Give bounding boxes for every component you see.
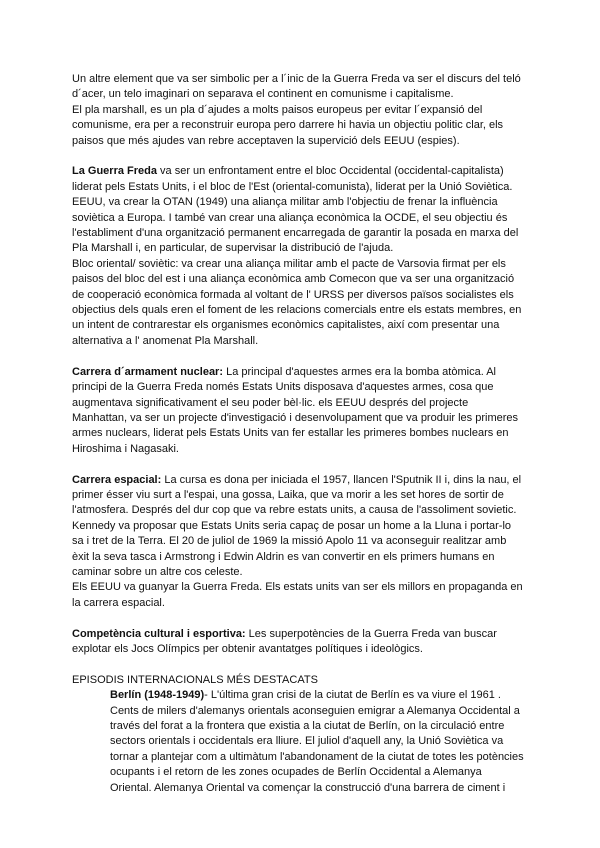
text-line: liderat pels Estats Units, i el bloc de l'Est (oriental-comunista), liderat per la Unió Soviètica. <box>72 180 513 193</box>
text-line: explotar els Jocs Olímpics per obtenir avantatges polítiques i ideològics. <box>72 642 423 655</box>
text-line: - L'última gran crisi de la ciutat de Berlín es va viure el 1961 . <box>204 689 501 702</box>
text-line: armes nuclears, liderat pels Estats Units van fer estallar les primeres bombes nuclears en <box>72 427 509 440</box>
text-line: Bloc oriental/ soviètic: va crear una aliança militar amb el pacte de Varsovia firmat per els <box>72 257 506 270</box>
text-line: Hiroshima i Nagasaki. <box>72 442 179 455</box>
cultural-paragraph <box>72 627 534 658</box>
text-line: ocupants i el retorn de les zones ocupades de Berlín Occidental a Alemanya <box>110 766 482 779</box>
berlin-heading: Berlín (1948-1949) <box>110 689 205 702</box>
text-line: El pla marshall, es un pla d´ajudes a molts paisos europeus per evitar l´expansió del <box>72 103 483 116</box>
text-line: Els EEUU va guanyar la Guerra Freda. Els estats units van ser els millors en propaganda en <box>72 581 523 594</box>
cultural-heading: Competència cultural i esportiva: <box>72 627 246 640</box>
guerra-freda-heading: La Guerra Freda <box>72 165 157 178</box>
episodis-title: EPISODIS INTERNACIONALS MÉS DESTACATS <box>72 673 318 686</box>
text-line: primer ésser viu surt a l'espai, una gossa, Laika, que va morir a les set hores de sortir de <box>72 488 504 501</box>
text-line: caminar sobre un altre cos celeste. <box>72 565 243 578</box>
text-line: La cursa es dona per iniciada el 1957, llancen l'Sputnik II i, dins la nau, el <box>161 473 522 486</box>
text-line: comunisme, era per a reconstruir europa pero darrere hi havia un objectiu politic clar, els <box>72 119 504 132</box>
text-line: principi de la Guerra Freda només Estats Units disposava d'aquestes armes, cosa que <box>72 381 494 394</box>
text-line: l'establiment d'una organització permanent encarregada de garantir la posada en marxa del <box>72 227 519 240</box>
text-line: d´acer, un telo imaginari on separava el continent en comunisme i capitalisme. <box>72 88 454 101</box>
text-line: paisos del bloc del est i una aliança econòmica amb Comecon que va ser una organització <box>72 273 515 286</box>
berlin-paragraph <box>72 688 534 796</box>
text-line: de cooperació econòmica formada al voltant de l' URSS per diversos països socialistes els <box>72 288 514 301</box>
text-line: sa i tret de la Terra. El 20 de juliol de 1969 la missió Apolo 11 va aconseguir realitzar amb <box>72 535 507 548</box>
text-line: La principal d'aquestes armes era la bomba atòmica. Al <box>223 365 496 378</box>
text-line: objectius dels quals eren el foment de les relacions comercials entre els estats membres, en <box>72 304 522 317</box>
text-line: tornar a plantejar com a ultimàtum l'abandonament de la ciutat de totes les potències <box>110 750 524 763</box>
espacial-heading: Carrera espacial: <box>72 473 162 486</box>
text-line: paisos que més ajudes van rebre acceptaven la supervició dels EEUU (espies). <box>72 134 460 147</box>
armament-paragraph <box>72 365 534 457</box>
armament-heading: Carrera d´armament nuclear: <box>72 365 224 378</box>
text-line: Oriental. Alemanya Oriental va començar la construcció d'una barrera de ciment i <box>110 781 506 794</box>
text-line: èxit la seva tasca i Armstrong i Edwin Aldrin es van convertir en els primers humans en <box>72 550 495 563</box>
text-line: EEUU, va crear la OTAN (1949) una aliança militar amb l'objectiu de frenar la influència <box>72 196 498 209</box>
text-line: Cents de milers d'alemanys orientals aconseguien emigrar a Alemanya Occidental a <box>110 704 520 717</box>
text-line: sectors orientals i occidentals era lliure. El juliol d'aquell any, la Unió Soviètica va <box>110 735 504 748</box>
text-line: l'atmosfera. Després del dur cop que va rebre estats units, a causa de l'assoliment sovietic. <box>72 504 517 517</box>
espacial-paragraph <box>72 473 534 612</box>
text-line: Les superpotències de la Guerra Freda van buscar <box>245 627 497 640</box>
text-line: alternativa a l' anomenat Pla Marshall. <box>72 334 259 347</box>
text-line: Un altre element que va ser simbolic per a l´inic de la Guerra Freda va ser el discurs del teló <box>72 73 521 85</box>
intro-paragraph <box>72 72 534 149</box>
text-line: soviètica a Europa. I també van crear una aliança econòmica la OCDE, el seu objectiu és <box>72 211 508 224</box>
text-line: Kennedy va proposar que Estats Units seria capaç de posar un home a la Lluna i portar-lo <box>72 519 512 532</box>
text-line: Manhattan, va ser un projecte d'investigació i desenvolupament que va produir les primeres <box>72 411 519 424</box>
text-line: la carrera espacial. <box>72 596 165 609</box>
guerra-freda-paragraph <box>72 164 534 349</box>
text-line: va ser un enfrontament entre el bloc Occidental (occidental-capitalista) <box>156 165 504 178</box>
text-line: través del forat a la frontera que existia a la ciutat de Berlín, on la circulació entre <box>110 719 505 732</box>
text-line: Pla Marshall i, en particular, de supervisar la distribució de l'ajuda. <box>72 242 394 255</box>
text-line: un intent de contrarestar els organismes econòmics capitalistes, així com presentar una <box>72 319 500 332</box>
text-line: augmentava significativament el seu poder bèl·lic. els EEUU després del projecte <box>72 396 469 409</box>
document-page <box>72 72 534 796</box>
